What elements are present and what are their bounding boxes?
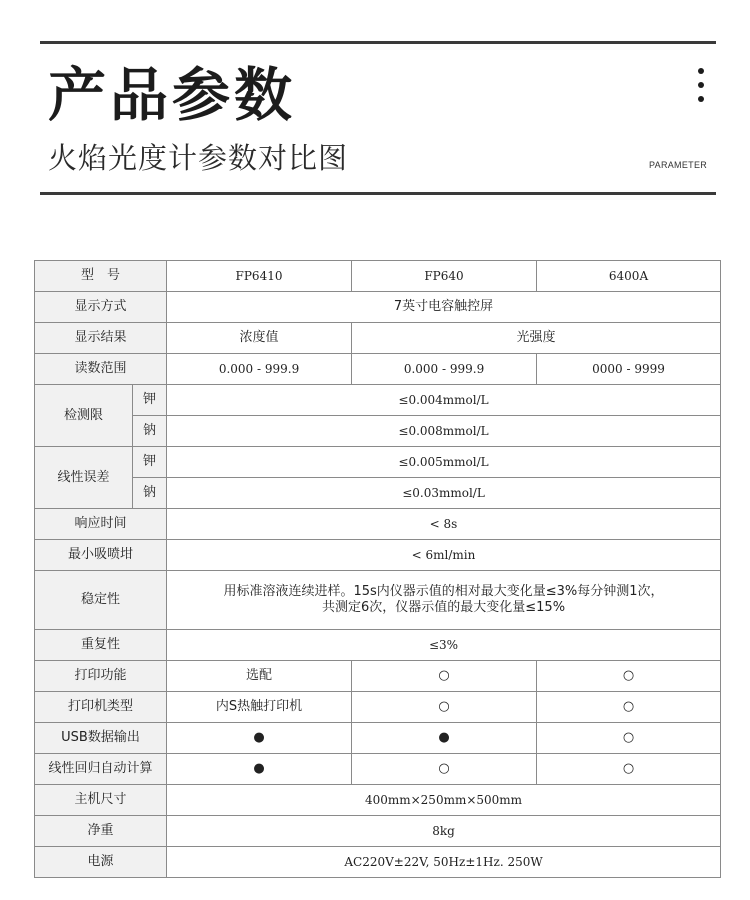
usb-output-fp640-filled-circle-icon: ●	[352, 723, 537, 754]
stability-line-1: 用标准溶液连续进样。15s内仪器示值的相对最大变化量≤3%每分钟测1次，	[223, 584, 664, 599]
linear-regression-fp6410-filled-circle-icon: ●	[167, 754, 352, 785]
printer-type-fp6410: 内S热触打印机	[167, 692, 352, 723]
parameter-table	[34, 260, 721, 878]
table-row-linearity-error-k	[35, 447, 721, 478]
table-row-linear-regression	[35, 754, 721, 785]
table-row-model	[35, 261, 721, 292]
power-supply-value: AC220V±22V, 50Hz±1Hz. 250W	[167, 847, 721, 878]
power-supply-label: 电源	[35, 847, 167, 878]
page-subtitle: 火焰光度计参数对比图	[48, 141, 349, 175]
model-label: 型 号	[35, 261, 167, 292]
stability-label: 稳定性	[35, 571, 167, 630]
usb-output-fp6410-filled-circle-icon: ●	[167, 723, 352, 754]
table-row-repeatability	[35, 630, 721, 661]
display-result-others: 光强度	[352, 323, 721, 354]
detection-limit-na-label: 钠	[133, 416, 167, 447]
model-fp640: FP640	[352, 261, 537, 292]
linear-regression-fp640-empty-circle-icon: ○	[352, 754, 537, 785]
linearity-error-na-label: 钠	[133, 478, 167, 509]
reading-range-6400a: 0000 - 9999	[537, 354, 721, 385]
model-fp6410: FP6410	[167, 261, 352, 292]
display-mode-value: 7英寸电容触控屏	[167, 292, 721, 323]
display-result-label: 显示结果	[35, 323, 167, 354]
repeatability-label: 重复性	[35, 630, 167, 661]
usb-output-6400a-empty-circle-icon: ○	[537, 723, 721, 754]
host-size-value: 400mm×250mm×500mm	[167, 785, 721, 816]
stability-line-2: 共测定6次，仪器示值的最大变化量≤15%	[321, 600, 566, 615]
reading-range-label: 读数范围	[35, 354, 167, 385]
top-divider	[40, 41, 716, 44]
response-time-label: 响应时间	[35, 509, 167, 540]
table-row-detection-limit-k	[35, 385, 721, 416]
page-title: 产品参数	[48, 61, 297, 129]
linear-regression-6400a-empty-circle-icon: ○	[537, 754, 721, 785]
print-function-fp640-empty-circle-icon: ○	[352, 661, 537, 692]
printer-type-6400a-empty-circle-icon: ○	[537, 692, 721, 723]
table-row-stability	[35, 571, 721, 630]
detection-limit-k-value: ≤0.004mmol/L	[167, 385, 721, 416]
bottom-divider	[40, 192, 716, 195]
table-row-host-size	[35, 785, 721, 816]
model-6400a: 6400A	[537, 261, 721, 292]
response-time-value: < 8s	[167, 509, 721, 540]
linearity-error-k-value: ≤0.005mmol/L	[167, 447, 721, 478]
usb-output-label: USB数据输出	[35, 723, 167, 754]
print-function-label: 打印功能	[35, 661, 167, 692]
stability-value	[167, 571, 721, 630]
min-aspiration-label: 最小吸喷坩	[35, 540, 167, 571]
print-function-fp6410: 选配	[167, 661, 352, 692]
linearity-error-na-value: ≤0.03mmol/L	[167, 478, 721, 509]
table-row-printer-type	[35, 692, 721, 723]
reading-range-fp6410: 0.000 - 999.9	[167, 354, 352, 385]
table-row-display-mode	[35, 292, 721, 323]
table-row-power-supply	[35, 847, 721, 878]
host-size-label: 主机尺寸	[35, 785, 167, 816]
more-vertical-icon	[697, 68, 705, 104]
table-row-print-function	[35, 661, 721, 692]
parameter-tag: PARAMETER	[649, 160, 708, 170]
table-row-usb-output	[35, 723, 721, 754]
detection-limit-k-label: 钾	[133, 385, 167, 416]
printer-type-fp640-empty-circle-icon: ○	[352, 692, 537, 723]
net-weight-label: 净重	[35, 816, 167, 847]
display-mode-label: 显示方式	[35, 292, 167, 323]
repeatability-value: ≤3%	[167, 630, 721, 661]
linear-regression-label: 线性回归自动计算	[35, 754, 167, 785]
min-aspiration-value: < 6ml/min	[167, 540, 721, 571]
linearity-error-k-label: 钾	[133, 447, 167, 478]
linearity-error-label: 线性误差	[35, 447, 133, 509]
detection-limit-label: 检测限	[35, 385, 133, 447]
print-function-6400a-empty-circle-icon: ○	[537, 661, 721, 692]
detection-limit-na-value: ≤0.008mmol/L	[167, 416, 721, 447]
table-row-reading-range	[35, 354, 721, 385]
table-row-response-time	[35, 509, 721, 540]
printer-type-label: 打印机类型	[35, 692, 167, 723]
table-row-net-weight	[35, 816, 721, 847]
reading-range-fp640: 0.000 - 999.9	[352, 354, 537, 385]
display-result-fp6410: 浓度值	[167, 323, 352, 354]
table-row-detection-limit-na	[35, 416, 721, 447]
table-row-display-result	[35, 323, 721, 354]
table-row-linearity-error-na	[35, 478, 721, 509]
table-row-min-aspiration	[35, 540, 721, 571]
net-weight-value: 8kg	[167, 816, 721, 847]
